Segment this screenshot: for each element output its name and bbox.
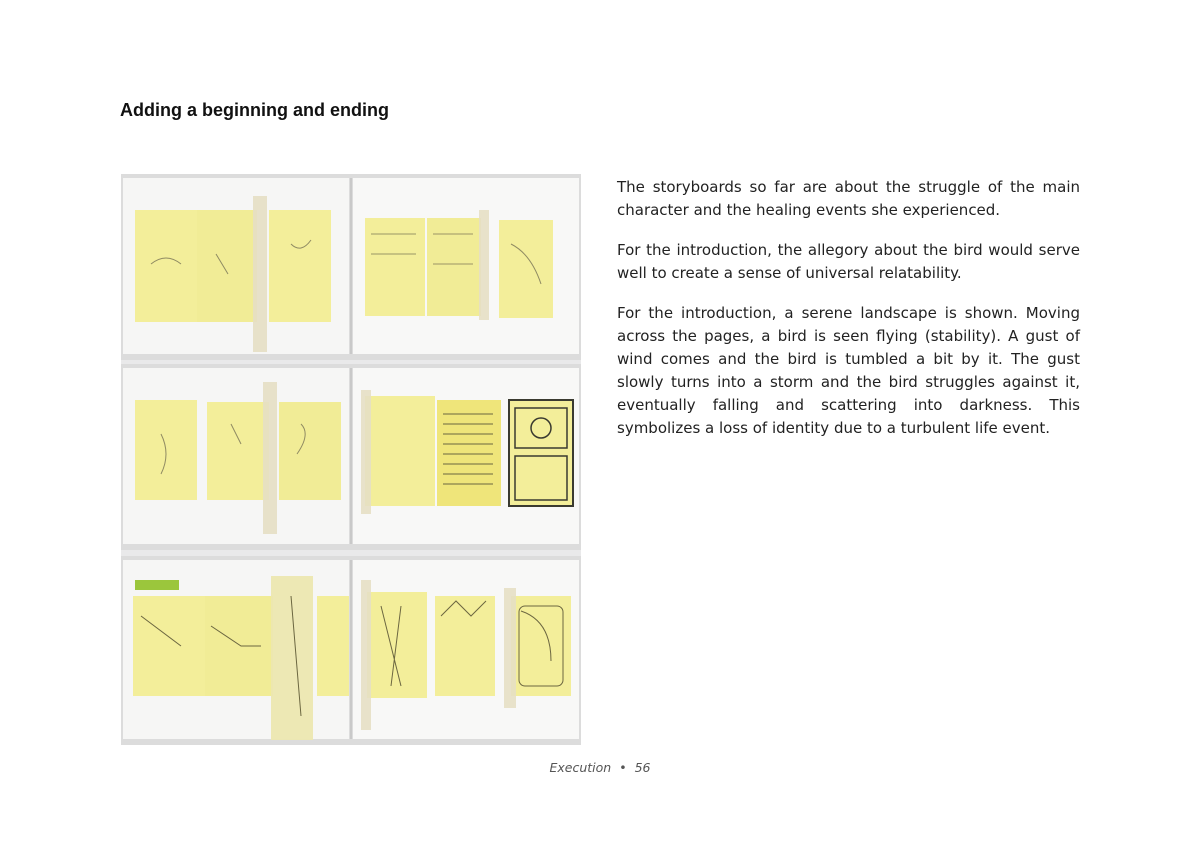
storyboard-photo xyxy=(121,174,581,745)
page-footer xyxy=(0,760,1200,775)
footer-section: Execution xyxy=(549,760,612,775)
paragraph-1: The storyboards so far are about the struggle of the main character and the healing events she experienced. xyxy=(617,178,1080,219)
body-text xyxy=(617,176,1080,457)
storyboard-spread-3 xyxy=(121,556,581,745)
page-number: 56 xyxy=(634,760,651,775)
footer-separator: • xyxy=(619,760,627,775)
storyboard-spread-2 xyxy=(121,364,581,550)
paragraph-2: For the introduction, the allegory about the bird would serve well to create a sense of universal relatability. xyxy=(617,241,1080,282)
page-title: Adding a beginning and ending xyxy=(120,100,389,120)
storyboard-spread-1 xyxy=(121,174,581,360)
paragraph-3: For the introduction, a serene landscape is shown. Moving across the pages, a bird is seen flying (stability). A gust of wind comes and the bird is tumbled a bit by it. The gust slowly turns into a storm and the bird struggles against it, eventually falling and scattering into darkness. This symbolizes a loss of identity due to a turbulent life event. xyxy=(617,304,1080,437)
